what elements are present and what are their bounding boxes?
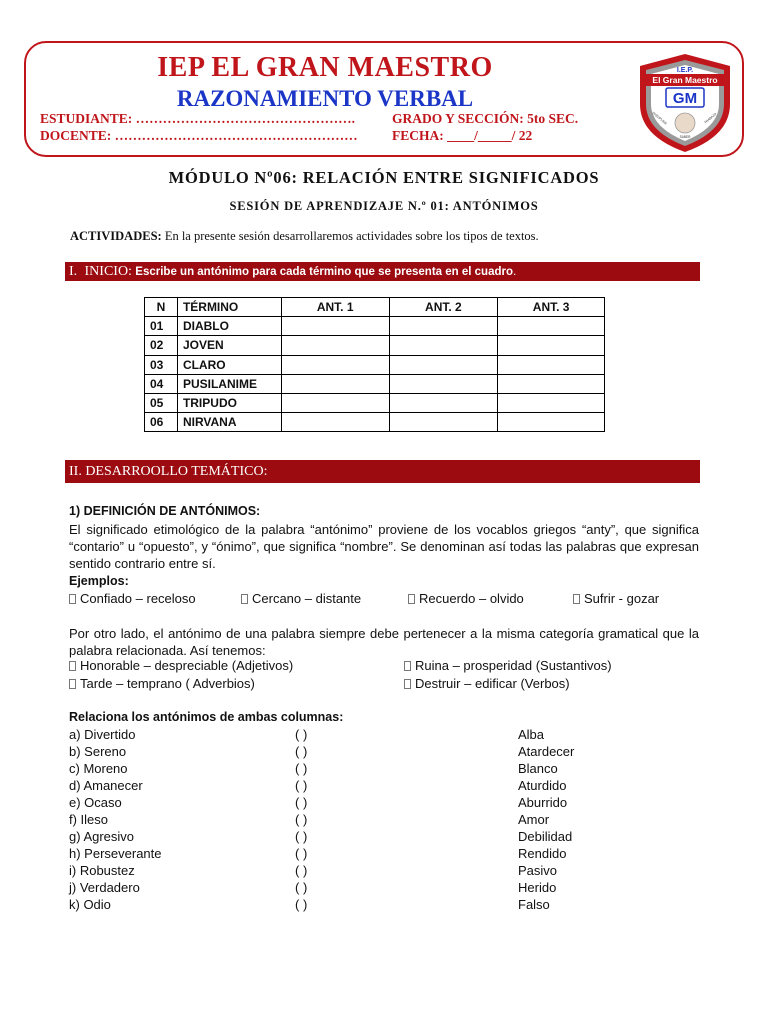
example-text: Sufrir - gozar xyxy=(584,591,660,606)
answer-blank[interactable]: ( ) xyxy=(295,863,308,878)
matching-row xyxy=(69,846,709,863)
answer-cell[interactable] xyxy=(389,355,498,374)
table-row xyxy=(145,393,605,412)
logo-iep-text: I.E.P. xyxy=(676,67,694,74)
matching-left-item: d) Amanecer xyxy=(69,778,143,793)
matching-left-item: f) Ileso xyxy=(69,812,109,827)
date-field: FECHA: ____/_____/ 22 xyxy=(392,128,533,143)
grammar-example-text: Honorable – despreciable (Adjetivos) xyxy=(80,658,294,673)
matching-right-item: Aturdido xyxy=(518,778,567,793)
matching-row xyxy=(69,795,709,812)
matching-right-item: Aburrido xyxy=(518,795,568,810)
definition-paragraph: El significado etimológico de la palabra “antónimo” proviene de los vocablos griegos “anty”, que significa “contario” u “opuesto”, y “ónimo”, que significa “nombre”. Se denominan así todas las palabras que expresan sentido contrario entre sí. xyxy=(69,522,699,571)
row-number: 06 xyxy=(145,413,178,432)
session-title: SESIÓN DE APRENDIZAJE N.º 01: ANTÓNIMOS xyxy=(229,199,539,213)
example-text: Confiado – receloso xyxy=(80,591,196,606)
matching-left-item: a) Divertido xyxy=(69,727,136,742)
answer-cell[interactable] xyxy=(281,393,389,412)
answer-cell[interactable] xyxy=(498,317,605,336)
example-item xyxy=(241,591,361,606)
table-row xyxy=(145,336,605,355)
answer-blank[interactable]: ( ) xyxy=(295,846,308,861)
table-header-cell: ANT. 2 xyxy=(389,298,498,317)
table-header-row xyxy=(145,298,605,317)
activities-text: En la presente sesión desarrollaremos actividades sobre los tipos de textos. xyxy=(164,229,539,243)
row-term: PUSILANIME xyxy=(177,374,281,393)
student-field: ESTUDIANTE: …………………………………………. xyxy=(40,111,356,126)
matching-left-item: k) Odio xyxy=(69,897,111,912)
section-desarrollo-title: II. DESARROOLLO TEMÁTICO: xyxy=(69,464,268,479)
answer-blank[interactable]: ( ) xyxy=(295,727,308,742)
example-text: Cercano – distante xyxy=(252,591,362,606)
logo-text-mid: SABER xyxy=(679,135,691,139)
answer-blank[interactable]: ( ) xyxy=(295,897,308,912)
bullet-icon xyxy=(241,594,248,604)
matching-row xyxy=(69,829,709,846)
antonyms-table xyxy=(144,297,605,432)
matching-row xyxy=(69,812,709,829)
section-inicio-bar xyxy=(65,262,700,281)
matching-left-item: g) Agresivo xyxy=(69,829,135,844)
example-text: Recuerdo – olvido xyxy=(419,591,524,606)
example-item xyxy=(69,591,196,606)
logo-banner-text: El Gran Maestro xyxy=(652,75,718,85)
logo-initials: GM xyxy=(672,90,698,107)
answer-cell[interactable] xyxy=(389,336,498,355)
matching-row xyxy=(69,744,709,761)
grammar-example-text: Destruir – edificar (Verbos) xyxy=(415,676,570,691)
answer-cell[interactable] xyxy=(389,413,498,432)
grammar-paragraph: Por otro lado, el antónimo de una palabra siempre debe pertenecer a la misma categoría gramatical que la palabra relacionada. Así tenemos: xyxy=(69,626,699,658)
bullet-icon xyxy=(69,594,76,604)
answer-cell[interactable] xyxy=(498,393,605,412)
row-term: DIABLO xyxy=(177,317,281,336)
matching-right-item: Amor xyxy=(518,812,550,827)
matching-left-item: j) Verdadero xyxy=(69,880,140,895)
matching-row xyxy=(69,778,709,795)
row-number: 02 xyxy=(145,336,178,355)
matching-left-item: e) Ocaso xyxy=(69,795,122,810)
module-title: MÓDULO Nº06: RELACIÓN ENTRE SIGNIFICADOS xyxy=(168,168,600,187)
matching-list xyxy=(69,727,709,914)
matching-left-item: h) Perseverante xyxy=(69,846,162,861)
bullet-icon xyxy=(69,661,76,671)
row-term: CLARO xyxy=(177,355,281,374)
table-header-cell: TÉRMINO xyxy=(177,298,281,317)
answer-blank[interactable]: ( ) xyxy=(295,761,308,776)
table-header-cell: ANT. 1 xyxy=(281,298,389,317)
row-number: 04 xyxy=(145,374,178,393)
matching-row xyxy=(69,880,709,897)
row-number: 01 xyxy=(145,317,178,336)
row-number: 03 xyxy=(145,355,178,374)
section-inicio-number: I. xyxy=(69,264,78,279)
row-term: JOVEN xyxy=(177,336,281,355)
definition-heading: 1) DEFINICIÓN DE ANTÓNIMOS: xyxy=(69,504,261,518)
answer-cell[interactable] xyxy=(281,336,389,355)
logo-portrait-icon xyxy=(675,113,695,133)
answer-cell[interactable] xyxy=(498,413,605,432)
answer-cell[interactable] xyxy=(498,336,605,355)
answer-cell[interactable] xyxy=(281,317,389,336)
activities-line xyxy=(70,229,539,244)
activities-label: ACTIVIDADES: xyxy=(70,229,162,243)
example-item xyxy=(573,591,659,606)
school-name: IEP EL GRAN MAESTRO xyxy=(157,52,493,83)
answer-cell[interactable] xyxy=(389,317,498,336)
section-inicio-period: . xyxy=(513,264,517,278)
grammar-example-text: Ruina – prosperidad (Sustantivos) xyxy=(415,658,612,673)
answer-blank[interactable]: ( ) xyxy=(295,744,308,759)
answer-blank[interactable]: ( ) xyxy=(295,778,308,793)
logo-text-left: DISCIPLINA xyxy=(651,111,668,126)
table-row xyxy=(145,355,605,374)
grammar-example-text: Tarde – temprano ( Adverbios) xyxy=(80,676,255,691)
answer-blank[interactable]: ( ) xyxy=(295,795,308,810)
answer-cell[interactable] xyxy=(281,355,389,374)
section-desarrollo-bar xyxy=(65,460,700,483)
answer-blank[interactable]: ( ) xyxy=(295,829,308,844)
grade-field: GRADO Y SECCIÓN: 5to SEC. xyxy=(392,111,579,126)
matching-row xyxy=(69,727,709,744)
matching-right-item: Atardecer xyxy=(518,744,575,759)
row-number: 05 xyxy=(145,393,178,412)
school-logo xyxy=(636,52,734,154)
matching-right-item: Blanco xyxy=(518,761,558,776)
row-term: TRIPUDO xyxy=(177,393,281,412)
matching-right-item: Alba xyxy=(518,727,545,742)
matching-heading: Relaciona los antónimos de ambas columnas: xyxy=(69,710,344,724)
answer-cell[interactable] xyxy=(281,413,389,432)
examples-label: Ejemplos: xyxy=(69,574,129,588)
grammar-example xyxy=(69,658,293,673)
matching-right-item: Debilidad xyxy=(518,829,573,844)
matching-right-item: Falso xyxy=(518,897,550,912)
bullet-icon xyxy=(404,679,411,689)
matching-row xyxy=(69,761,709,778)
answer-cell[interactable] xyxy=(389,393,498,412)
answer-blank[interactable]: ( ) xyxy=(295,812,308,827)
grammar-example xyxy=(69,676,255,691)
table-row xyxy=(145,374,605,393)
matching-row xyxy=(69,863,709,880)
bullet-icon xyxy=(573,594,580,604)
bullet-icon xyxy=(69,679,76,689)
section-inicio-text: Escribe un antónimo para cada término que se presenta en el cuadro xyxy=(135,266,513,278)
answer-cell[interactable] xyxy=(281,374,389,393)
table-row xyxy=(145,317,605,336)
bullet-icon xyxy=(408,594,415,604)
matching-row xyxy=(69,897,709,914)
answer-cell[interactable] xyxy=(389,374,498,393)
logo-text-right: TRABAJO xyxy=(703,111,718,125)
section-inicio-title: INICIO: xyxy=(84,264,132,279)
matching-right-item: Herido xyxy=(518,880,557,895)
matching-right-item: Rendido xyxy=(518,846,567,861)
table-header-cell: N xyxy=(145,298,178,317)
table-row xyxy=(145,413,605,432)
matching-left-item: b) Sereno xyxy=(69,744,127,759)
teacher-field: DOCENTE: ……………………………………………… xyxy=(40,128,358,143)
answer-cell[interactable] xyxy=(498,374,605,393)
grammar-example xyxy=(404,676,570,691)
answer-cell[interactable] xyxy=(498,355,605,374)
matching-left-item: i) Robustez xyxy=(69,863,135,878)
matching-left-item: c) Moreno xyxy=(69,761,128,776)
grammar-example xyxy=(404,658,612,673)
answer-blank[interactable]: ( ) xyxy=(295,880,308,895)
example-item xyxy=(408,591,524,606)
bullet-icon xyxy=(404,661,411,671)
row-term: NIRVANA xyxy=(177,413,281,432)
table-header-cell: ANT. 3 xyxy=(498,298,605,317)
matching-right-item: Pasivo xyxy=(518,863,558,878)
subject-title: RAZONAMIENTO VERBAL xyxy=(176,86,474,111)
